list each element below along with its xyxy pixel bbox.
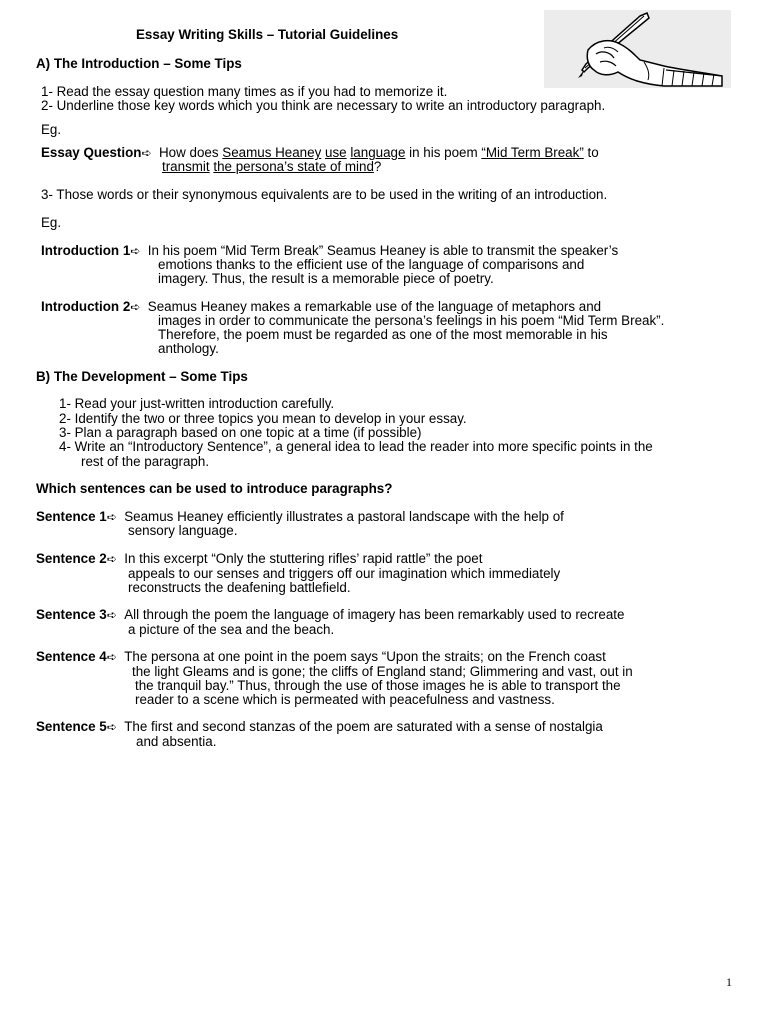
introduction-line: anthology. [158, 341, 219, 356]
document-title: Essay Writing Skills – Tutorial Guidelines [136, 27, 399, 42]
tip-item: 1- Read your just-written introduction carefully. [59, 396, 335, 411]
eg-label: Eg. [41, 122, 62, 137]
page-number: 1 [726, 975, 732, 989]
tip-item: 2- Identify the two or three topics you mean to develop in your essay. [59, 411, 467, 426]
sentence-label: Sentence 5 [36, 719, 107, 734]
introduction-line: imagery. Thus, the result is a memorable piece of poetry. [158, 271, 494, 286]
arrow-icon: ➪ [106, 720, 117, 734]
sentence-4: Sentence 4➪ The persona at one point in the poem says “Upon the straits; on the French coast [36, 649, 606, 664]
tip-item: 4- Write an “Introductory Sentence”, a general idea to lead the reader into more specific points in the [59, 439, 653, 454]
keyword: “Mid Term Break” [481, 145, 584, 160]
tip-item: 1- Read the essay question many times as if you had to memorize it. [41, 84, 448, 99]
arrow-icon: ➪ [130, 244, 141, 258]
arrow-icon: ➪ [130, 300, 141, 314]
sentence-label: Sentence 4 [36, 649, 107, 664]
introduction-line: Therefore, the poem must be regarded as one of the most memorable in his [158, 327, 608, 342]
introduction-1: Introduction 1➪ In his poem “Mid Term Break” Seamus Heaney is able to transmit the speaker’s [41, 243, 619, 258]
arrow-icon: ➪ [106, 650, 117, 664]
introduction-line: emotions thanks to the efficient use of the language of comparisons and [158, 257, 585, 272]
keyword: use [325, 145, 347, 160]
introduction-label: Introduction 1 [41, 243, 131, 258]
sentence-label: Sentence 1 [36, 509, 107, 524]
arrow-icon: ➪ [106, 510, 117, 524]
arrow-icon: ➪ [106, 552, 117, 566]
tip-item: 2- Underline those key words which you think are necessary to write an introductory paragraph. [41, 98, 606, 113]
sentence-line: the tranquil bay.” Thus, through the use of those images he is able to transport the [135, 678, 621, 693]
eg-label: Eg. [41, 215, 62, 230]
sentence-3: Sentence 3➪ All through the poem the language of imagery has been remarkably used to recreate [36, 607, 625, 622]
sentence-line: reader to a scene which is permeated with peacefulness and vastness. [135, 692, 555, 707]
sentence-line: the light Gleams and is gone; the cliffs of England stand; Glimmering and vast, out in [132, 664, 633, 679]
tip-item: 3- Those words or their synonymous equivalents are to be used in the writing of an introduction. [41, 187, 608, 202]
keyword: the persona’s state of mind [213, 159, 374, 174]
introduction-2: Introduction 2➪ Seamus Heaney makes a remarkable use of the language of metaphors and [41, 299, 602, 314]
essay-question-line-1: Essay Question➪ How does Seamus Heaney use language in his poem “Mid Term Break” to [41, 145, 599, 160]
sentence-5: Sentence 5➪ The first and second stanzas of the poem are saturated with a sense of nostalgia [36, 719, 603, 734]
introduction-line: images in order to communicate the persona’s feelings in his poem “Mid Term Break”. [158, 313, 665, 328]
sentence-line: sensory language. [128, 523, 238, 538]
sentence-line: appeals to our senses and triggers off our imagination which immediately [128, 566, 561, 581]
sentence-label: Sentence 3 [36, 607, 107, 622]
sentence-1: Sentence 1➪ Seamus Heaney efficiently illustrates a pastoral landscape with the help of [36, 509, 564, 524]
tip-item-continuation: rest of the paragraph. [81, 454, 210, 469]
arrow-icon: ➪ [106, 608, 117, 622]
section-b-heading: B) The Development – Some Tips [36, 369, 248, 384]
sentence-line: and absentia. [136, 734, 217, 749]
sentences-question: Which sentences can be used to introduce paragraphs? [36, 481, 393, 496]
arrow-icon: ➪ [141, 146, 152, 160]
tip-item: 3- Plan a paragraph based on one topic at a time (if possible) [59, 425, 422, 440]
section-a-heading: A) The Introduction – Some Tips [36, 56, 242, 71]
essay-question-label: Essay Question [41, 145, 142, 160]
hand-writing-with-quill-icon [544, 10, 731, 88]
keyword: transmit [162, 159, 210, 174]
essay-question-line-2: transmit the persona’s state of mind? [162, 159, 382, 174]
keyword: language [350, 145, 406, 160]
introduction-label: Introduction 2 [41, 299, 131, 314]
sentence-2: Sentence 2➪ In this excerpt “Only the stuttering rifles’ rapid rattle” the poet [36, 551, 483, 566]
sentence-line: a picture of the sea and the beach. [128, 622, 335, 637]
sentence-line: reconstructs the deafening battlefield. [128, 580, 351, 595]
sentence-label: Sentence 2 [36, 551, 107, 566]
keyword: Seamus Heaney [222, 145, 322, 160]
